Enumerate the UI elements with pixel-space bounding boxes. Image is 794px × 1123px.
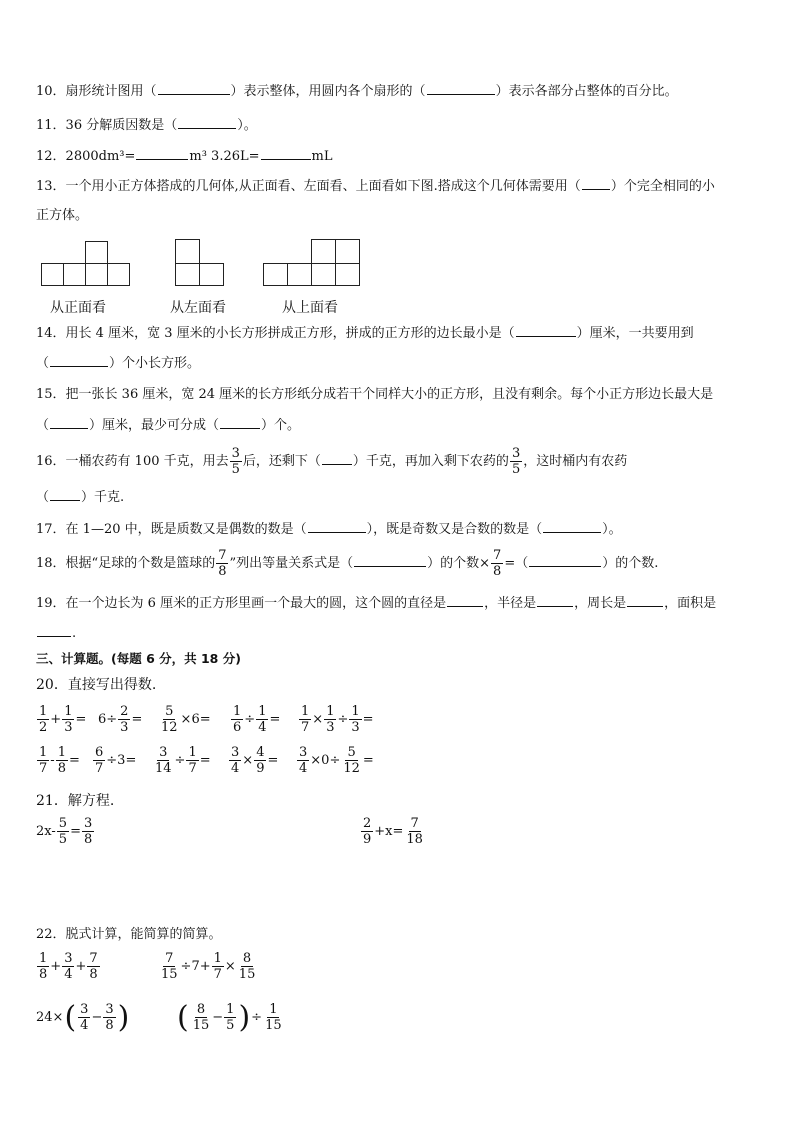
question-12: 12．2800dm³= m³ 3.26L= mL bbox=[36, 149, 333, 164]
answer-blank[interactable] bbox=[537, 594, 573, 607]
question-15-cont: （ ）厘米，最少可分成（ ）个。 bbox=[36, 418, 301, 433]
question-19: 19．在一个边长为 6 厘米的正方形里画一个最大的圆，这个圆的直径是 ，半径是 ，周长是 ，面积是 bbox=[36, 596, 717, 611]
question-17: 17．在 1—20 中，既是质数又是偶数的数是（ ），既是奇数又是合数的数是（ ）。 bbox=[36, 522, 622, 537]
question-22-title: 22．脱式计算，能简算的简算。 bbox=[36, 927, 222, 942]
answer-blank[interactable] bbox=[427, 82, 495, 95]
question-16-cont: （ ）千克. bbox=[36, 490, 125, 505]
calc-expr: $\frac{3}{14}$ ÷ $\frac{1}{7}$ = bbox=[155, 745, 211, 776]
answer-blank[interactable] bbox=[308, 520, 366, 533]
calc-expr: $\frac{1}{7}$ × $\frac{1}{3}$ ÷ $\frac{1}{3}$ = bbox=[301, 704, 374, 735]
question-13: 13．一个用小正方体搭成的几何体,从正面看、左面看、上面看如下图.搭成这个几何体需要用（ ）个完全相同的小 bbox=[36, 179, 715, 194]
calc-expr: 24× ( $\frac{3}{4}$ − $\frac{3}{8}$ ) bbox=[36, 999, 130, 1035]
question-11: 11．36 分解质因数是（ ）。 bbox=[36, 118, 257, 133]
calc-expr: $\frac{1}{6}$ ÷ $\frac{1}{4}$ = bbox=[233, 704, 281, 735]
question-13-cont: 正方体。 bbox=[36, 208, 89, 223]
calc-expr: $\frac{6}{7}$ ÷3= bbox=[95, 745, 137, 776]
question-20-title: 20．直接写出得数. bbox=[36, 677, 157, 693]
calc-expr: $\frac{7}{15}$ ÷7+ $\frac{1}{7}$ × $\frac{8}{15}$ bbox=[161, 951, 256, 982]
front-view-label: 从正面看 bbox=[50, 300, 106, 316]
question-15: 15．把一张长 36 厘米，宽 24 厘米的长方形纸分成若干个同样大小的正方形，且没有剩余。每个小正方形边长最大是 bbox=[36, 387, 714, 402]
front-view-figure bbox=[41, 240, 133, 288]
answer-blank[interactable] bbox=[447, 594, 483, 607]
equation-1: 2x- $\frac{5}{5}$ = $\frac{3}{8}$ bbox=[36, 816, 93, 847]
answer-blank[interactable] bbox=[627, 594, 663, 607]
left-view-figure bbox=[174, 238, 228, 288]
answer-blank[interactable] bbox=[37, 624, 71, 637]
answer-blank[interactable] bbox=[516, 324, 576, 337]
section-heading: 三、计算题。(每题 6 分，共 18 分) bbox=[36, 651, 241, 666]
calc-expr: 6÷ $\frac{2}{3}$ = bbox=[98, 704, 143, 735]
fraction: $\frac{7}{8}$ bbox=[493, 548, 502, 579]
answer-blank[interactable] bbox=[543, 520, 601, 533]
question-21-title: 21．解方程. bbox=[36, 793, 115, 809]
calc-expr: $\frac{1}{7}$ - $\frac{1}{8}$ = bbox=[39, 745, 80, 776]
answer-blank[interactable] bbox=[582, 177, 610, 190]
question-14: 14．用长 4 厘米，宽 3 厘米的小长方形拼成正方形，拼成的正方形的边长最小是（ ）厘米，一共要用到 bbox=[36, 326, 694, 341]
answer-blank[interactable] bbox=[529, 554, 601, 567]
answer-blank[interactable] bbox=[354, 554, 426, 567]
answer-blank[interactable] bbox=[50, 416, 88, 429]
question-16: 16．一桶农药有 100 千克，用去 $\frac{3}{5}$ 后，还剩下（ ）千克，再加入剩下农药的 $\frac{3}{5}$ ，这时桶内有农药 bbox=[36, 446, 628, 477]
left-view-label: 从左面看 bbox=[170, 300, 226, 316]
calc-expr: $\frac{5}{12}$ ×6= bbox=[161, 704, 211, 735]
answer-blank[interactable] bbox=[50, 354, 108, 367]
calc-expr: $\frac{1}{8}$ + $\frac{3}{4}$ + $\frac{7}{8}$ bbox=[39, 951, 98, 982]
calc-expr: $\frac{1}{2}$ + $\frac{1}{3}$ = bbox=[39, 704, 87, 735]
calc-expr: $\frac{3}{4}$ ×0÷ $\frac{5}{12}$ = bbox=[299, 745, 374, 776]
fraction: $\frac{3}{5}$ bbox=[231, 446, 240, 477]
question-18: 18．根据“足球的个数是篮球的 $\frac{7}{8}$ ”列出等量关系式是（ ）的个数× $\frac{7}{8}$ =（ ）的个数. bbox=[36, 548, 659, 579]
top-view-label: 从上面看 bbox=[282, 300, 338, 316]
answer-blank[interactable] bbox=[220, 416, 260, 429]
answer-blank[interactable] bbox=[158, 82, 230, 95]
question-10: 10．扇形统计图用（ ）表示整体，用圆内各个扇形的（ ）表示各部分占整体的百分比。 bbox=[36, 84, 678, 99]
answer-blank[interactable] bbox=[178, 116, 236, 129]
answer-blank[interactable] bbox=[322, 452, 352, 465]
equation-2: $\frac{2}{9}$ +x= $\frac{7}{18}$ bbox=[363, 816, 423, 847]
calc-expr: ( $\frac{8}{15}$ − $\frac{1}{5}$ ) ÷ $\frac{1}{15}$ bbox=[177, 999, 282, 1035]
fraction: $\frac{7}{8}$ bbox=[218, 548, 227, 579]
answer-blank[interactable] bbox=[261, 147, 311, 160]
question-14-cont: （ ）个小长方形。 bbox=[36, 356, 201, 371]
answer-blank[interactable] bbox=[50, 488, 80, 501]
answer-blank[interactable] bbox=[136, 147, 188, 160]
calc-expr: $\frac{3}{4}$ × $\frac{4}{9}$ = bbox=[231, 745, 279, 776]
top-view-figure bbox=[262, 238, 364, 288]
question-19-cont: . bbox=[36, 624, 76, 643]
fraction: $\frac{3}{5}$ bbox=[511, 446, 521, 477]
